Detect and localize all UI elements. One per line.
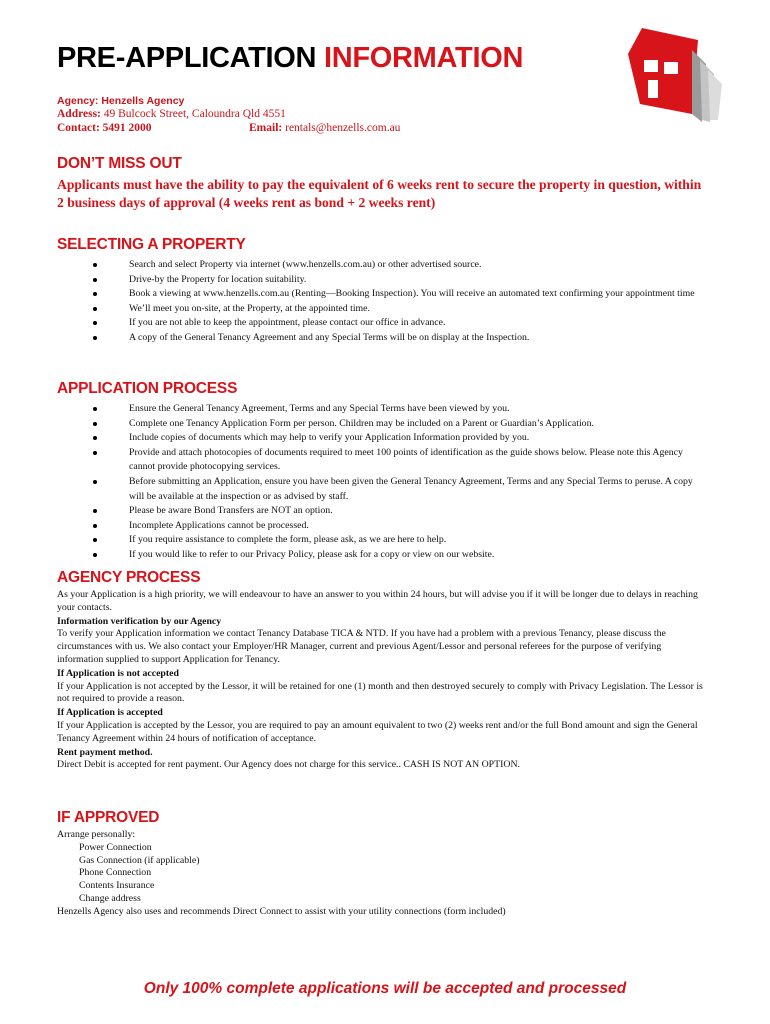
list-item: Please be aware Bond Transfers are NOT an option. <box>57 504 707 519</box>
not-accepted-text: If your Application is not accepted by the Lessor, it will be retained for one (1) month and then destroyed securely to comply with Privacy Legislation. The Lessor is not required to provide a reason. <box>57 680 703 705</box>
approved-list <box>57 842 707 906</box>
email-group <box>249 122 400 134</box>
list-item: Ensure the General Tenancy Agreement, Terms and any Special Terms have been viewed by you. <box>57 402 707 417</box>
rent-text: Direct Debit is accepted for rent payment. Our Agency does not charge for this service.. CASH IS NOT AN OPTION. <box>57 759 520 771</box>
list-item: If you would like to refer to our Privacy Policy, please ask for a copy or view on our website. <box>57 548 707 563</box>
list-item: Drive-by the Property for location suitability. <box>57 273 707 288</box>
house-logo-icon <box>622 24 724 126</box>
list-item: Include copies of documents which may help to verify your Application Information provided by you. <box>57 431 707 446</box>
accepted-text: If your Application is accepted by the Lessor, you are required to pay an amount equivalent to two (2) weeks rent and/or the full Bond amount and sign the General Tenancy Agreement within 24 hours of notification of acceptance. <box>57 719 698 744</box>
list-item: A copy of the General Tenancy Agreement and any Special Terms will be on display at the Inspection. <box>57 331 707 346</box>
accepted-heading: If Application is accepted <box>57 707 163 719</box>
approved-heading: IF APPROVED <box>57 809 160 826</box>
address-label: Address: <box>57 108 101 120</box>
title-part-2: INFORMATION <box>323 42 524 74</box>
email-value[interactable]: rentals@henzells.com.au <box>285 122 401 134</box>
list-item: Power Connection <box>79 841 152 853</box>
agency-intro: As your Application is a high priority, we will endeavour to have an answer to you within 24 hours, but will advise you if it will be longer due to delays in reaching your contacts. <box>57 589 698 613</box>
list-item: Search and select Property via internet (www.henzells.com.au) or other advertised source. <box>57 258 707 273</box>
dont-miss-text: Applicants must have the ability to pay the equivalent of 6 weeks rent to secure the property in question, within 2 business days of approval (4 weeks rent as bond + 2 weeks rent) <box>57 177 702 210</box>
list-item: Before submitting an Application, ensure you have been given the General Tenancy Agreement, Terms and any Special Terms to peruse. A copy will be available at the inspection or as advised by staff. <box>57 475 707 504</box>
list-item: If you are not able to keep the appointment, please contact our office in advance. <box>57 316 707 331</box>
list-item: Provide and attach photocopies of documents required to meet 100 points of identification as the guide shows below. Please note this Agency cannot provide photocopying services. <box>57 446 707 475</box>
application-heading: APPLICATION PROCESS <box>57 380 238 397</box>
page-title <box>57 42 523 75</box>
list-item: If you require assistance to complete the form, please ask, as we are here to help. <box>57 533 707 548</box>
list-item: Contents Insurance <box>79 880 155 892</box>
list-item: Incomplete Applications cannot be processed. <box>57 519 707 534</box>
list-item: Complete one Tenancy Application Form per person. Children may be included on a Parent or Guardian’s Application. <box>57 417 707 432</box>
list-item: We’ll meet you on-site, at the Property, at the appointed time. <box>57 302 707 317</box>
footer-note: Only 100% complete applications will be accepted and processed <box>143 980 627 997</box>
contact-phone: Contact: 5491 2000 <box>57 122 152 134</box>
agency-contact <box>57 122 557 134</box>
title-part-1: PRE-APPLICATION <box>57 42 317 74</box>
list-item: Change address <box>79 892 141 904</box>
application-list <box>57 402 707 563</box>
approved-outro: Henzells Agency also uses and recommends Direct Connect to assist with your utility connections (form included) <box>57 905 506 917</box>
selecting-heading: SELECTING A PROPERTY <box>57 236 246 253</box>
address-value: 49 Bulcock Street, Caloundra Qld 4551 <box>103 108 286 120</box>
agency-process-heading: AGENCY PROCESS <box>57 569 201 586</box>
not-accepted-heading: If Application is not accepted <box>57 667 179 679</box>
list-item: Phone Connection <box>79 867 152 879</box>
list-item: Book a viewing at www.henzells.com.au (Renting—Booking Inspection). You will receive an automated text confirming your appointment time <box>57 287 707 302</box>
agency-name: Agency: Henzells Agency <box>57 95 185 107</box>
list-item: Gas Connection (if applicable) <box>79 854 200 866</box>
verification-heading: Information verification by our Agency <box>57 615 222 627</box>
dont-miss-heading: DON’T MISS OUT <box>57 155 182 172</box>
approved-body <box>57 829 707 919</box>
approved-intro: Arrange personally: <box>57 829 136 840</box>
agency-address <box>57 108 286 120</box>
verification-text: To verify your Application information we contact Tenancy Database TICA & NTD. If you have had a problem with a previous Tenancy, please discuss the circumstances with us. We also contact your Employer/HR Manager, current and previous Agent/Lessor and personal referees for the purpose of verifying information supplied to support Application for Tenancy. <box>57 628 666 665</box>
selecting-list <box>57 258 707 346</box>
agency-process-body <box>57 589 707 772</box>
email-label: Email: <box>249 122 283 134</box>
rent-heading: Rent payment method. <box>57 746 153 758</box>
